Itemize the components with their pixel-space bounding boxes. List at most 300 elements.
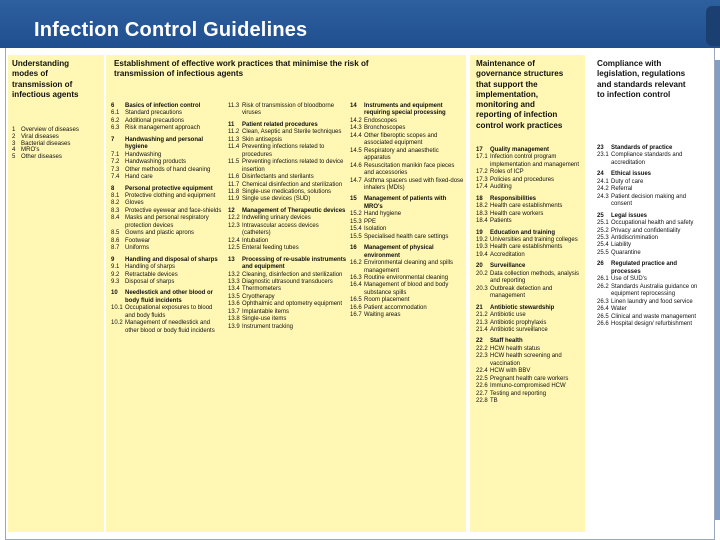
section-heading	[597, 261, 707, 276]
item-text: Handling of sharps	[125, 264, 176, 271]
item-text: Duty of care	[611, 178, 644, 185]
heading-line: reporting of infection	[476, 110, 558, 120]
item-number: 9.1	[111, 264, 120, 271]
list-item	[111, 110, 223, 117]
item-number: 20	[476, 263, 483, 270]
list-item	[476, 184, 584, 191]
item-number: 12.4	[228, 237, 240, 244]
item-text: Infection control program implementation and management	[490, 154, 580, 168]
item-text: Management of physical environment	[364, 245, 434, 259]
item-text: Legal issues	[611, 212, 648, 219]
item-text: Hand hygiene	[364, 211, 402, 218]
item-text: Ophthalmic and optometry equipment	[242, 301, 343, 308]
item-number: 25.1	[597, 220, 609, 227]
heading-line: transmission of infectious agents	[114, 69, 244, 79]
list-item	[111, 245, 223, 252]
item-number: 26.6	[597, 320, 609, 327]
item-number: 18	[476, 195, 483, 202]
item-text: Universities and training colleges	[490, 236, 578, 243]
list-item	[350, 178, 466, 193]
column-compliance	[587, 55, 707, 532]
list-item	[597, 220, 707, 227]
section-heading	[111, 290, 223, 305]
item-number: 3	[12, 139, 16, 147]
heading-line: governance structures	[476, 69, 564, 79]
column-heading	[114, 59, 454, 80]
list-item	[111, 305, 223, 320]
list-item	[350, 226, 466, 233]
section-heading	[476, 263, 584, 270]
item-text: Thermometers	[242, 286, 282, 293]
item-number: 16.4	[350, 282, 362, 289]
heading-line: Establishment of effective work practices that minimise the risk of	[114, 59, 369, 68]
list-item	[12, 154, 104, 161]
item-number: 6.2	[111, 117, 120, 124]
item-number: 13.8	[228, 316, 240, 323]
item-number: 21.3	[476, 319, 488, 326]
column-transmission	[8, 55, 104, 532]
section-heading	[350, 245, 466, 260]
item-number: 13.7	[228, 308, 240, 315]
item-number: 13.4	[228, 286, 240, 293]
item-number: 8.4	[111, 215, 120, 222]
item-number: 21	[476, 304, 483, 311]
item-number: 15.5	[350, 233, 362, 240]
item-text: Hospital design/ refurbishment	[611, 320, 693, 327]
item-text: Isolation	[364, 226, 387, 233]
section-heading	[111, 186, 223, 193]
item-text: Instruments and equipment requiring special processing	[364, 103, 446, 117]
item-number: 20.2	[476, 270, 488, 277]
item-text: Uniforms	[125, 245, 150, 252]
list-item	[228, 223, 348, 238]
heading-line: and standards relevant	[597, 79, 686, 89]
item-text: Data collection methods, analysis and reporting	[490, 270, 580, 285]
item-text: Ethical issues	[611, 171, 652, 178]
item-number: 11.3	[228, 103, 240, 109]
item-text: Occupational health and safety	[611, 220, 694, 227]
item-text: Auditing	[490, 184, 512, 191]
list-item	[111, 215, 223, 230]
item-text: Viral diseases	[21, 132, 59, 140]
item-number: 17	[476, 147, 483, 153]
item-number: 15	[350, 196, 357, 203]
section-heading	[350, 103, 466, 118]
item-number: 15.4	[350, 226, 362, 233]
item-text: Processing of re-usable instruments and equipment	[242, 256, 347, 271]
item-number: 14	[350, 103, 357, 109]
list-item	[476, 154, 584, 169]
heading-line: modes of	[12, 69, 48, 79]
list-item	[111, 167, 223, 174]
item-text: Other methods of hand cleaning	[125, 166, 211, 173]
item-number: 8.3	[111, 207, 120, 214]
item-text: Surveillance	[490, 263, 526, 270]
header-tab	[706, 6, 720, 46]
item-text: Regulated practice and processes	[611, 261, 678, 275]
item-text: Waiting areas	[364, 312, 401, 319]
list-item	[111, 230, 223, 237]
list-item	[111, 118, 223, 125]
item-text: Handwashing	[125, 151, 162, 158]
list-item	[476, 237, 584, 244]
item-text: Handwashing products	[125, 159, 187, 166]
item-text: Gowns and plastic aprons	[125, 230, 195, 237]
list-item	[111, 193, 223, 200]
item-number: 12.5	[228, 245, 240, 252]
list-item	[350, 282, 466, 297]
item-number: 10.1	[111, 305, 123, 312]
page-title: Infection Control Guidelines	[34, 19, 308, 41]
item-number: 8.1	[111, 192, 120, 199]
item-text: Instrument tracking	[242, 323, 294, 330]
item-text: Resuscitation manikin face pieces and accessories	[364, 162, 455, 177]
list-item	[228, 144, 348, 159]
list-item	[228, 182, 348, 189]
topic-list	[597, 145, 707, 328]
item-text: Patient related procedures	[242, 121, 318, 128]
list-item	[597, 194, 707, 209]
section-heading	[476, 305, 584, 312]
item-text: TB	[490, 398, 498, 405]
item-text: Additional precautions	[125, 117, 185, 124]
item-number: 2	[12, 132, 16, 140]
topic-list	[476, 147, 584, 406]
list-item	[111, 264, 223, 271]
column-heading	[476, 59, 584, 131]
list-item	[111, 320, 223, 335]
list-item	[597, 250, 707, 257]
item-text: Cleaning, disinfection and sterilization	[242, 271, 343, 278]
item-number: 11.7	[228, 181, 240, 188]
item-text: HCW health screening and vaccination	[490, 353, 562, 367]
item-text: Asthma spacers used with fixed-dose inhalers (MDIs)	[364, 177, 464, 191]
list-item	[111, 125, 223, 132]
item-text: PPE	[364, 218, 377, 225]
list-item	[111, 279, 223, 286]
item-number: 13.2	[228, 271, 240, 278]
item-number: 26	[597, 261, 604, 268]
item-text: Routine environmental cleaning	[364, 274, 449, 281]
item-text: Respiratory and anaesthetic apparatus	[364, 147, 439, 162]
item-text: Single-use items	[242, 316, 287, 323]
item-text: Use of SUD's	[611, 276, 647, 283]
list-item	[228, 103, 348, 118]
item-number: 11.8	[228, 188, 240, 195]
item-number: 11.3	[228, 136, 240, 143]
item-text: Clean, Aseptic and Sterile techniques	[242, 129, 342, 136]
item-text: Pregnant health care workers	[490, 375, 569, 382]
section-heading	[597, 171, 707, 178]
item-text: Environmental cleaning and spills management	[364, 260, 454, 274]
item-number: 16.6	[350, 304, 362, 311]
section-heading	[111, 137, 223, 152]
item-number: 14.3	[350, 125, 362, 132]
list-item	[476, 312, 584, 319]
item-number: 7.4	[111, 174, 120, 181]
list-item	[476, 211, 584, 218]
item-text: Footwear	[125, 237, 151, 244]
list-item	[476, 169, 584, 176]
item-number: 8.6	[111, 237, 120, 244]
item-text: Linen laundry and food service	[611, 298, 693, 305]
item-text: Intravascular access devices (catheters)	[242, 222, 319, 237]
list-item	[476, 383, 584, 390]
item-text: Enteral feeding tubes	[242, 245, 299, 252]
item-number: 11	[228, 121, 235, 128]
item-number: 18.3	[476, 210, 488, 217]
list-item	[111, 208, 223, 215]
item-text: Management of Therapeutic devices	[242, 207, 346, 214]
list-item	[597, 152, 707, 167]
item-number: 22.4	[476, 368, 488, 375]
item-text: Disinfectants and sterilants	[242, 174, 314, 181]
item-text: Handling and disposal of sharps	[125, 256, 218, 263]
list-item	[350, 305, 466, 312]
list-item	[350, 163, 466, 178]
item-number: 9	[111, 256, 115, 263]
item-text: Single use devices (SUD)	[242, 196, 311, 203]
item-number: 21.2	[476, 312, 488, 319]
item-text: Responsibilities	[490, 195, 537, 202]
section-heading	[476, 230, 584, 237]
heading-line: Compliance with	[597, 59, 662, 68]
list-item	[228, 215, 348, 222]
item-text: Chemical disinfection and sterilization	[242, 181, 343, 188]
item-number: 21.4	[476, 326, 488, 333]
item-number: 26.4	[597, 306, 609, 313]
list-item	[228, 301, 348, 308]
item-number: 1	[12, 126, 16, 133]
item-text: Skin antisepsis	[242, 136, 283, 143]
column-heading	[12, 59, 104, 100]
item-text: Masks and personal respiratory protection devices	[125, 215, 209, 229]
item-number: 12.2	[228, 215, 240, 222]
item-text: Patient decision making and consent	[611, 193, 687, 208]
item-text: Patient accommodation	[364, 304, 427, 311]
item-text: Overview of diseases	[21, 126, 79, 133]
list-item	[228, 159, 348, 174]
item-number: 6.1	[111, 110, 120, 117]
list-item	[476, 252, 584, 259]
list-item	[350, 275, 466, 282]
item-text: Antidiscrimination	[611, 234, 659, 241]
item-number: 10	[111, 290, 118, 297]
item-text: Bacterial diseases	[21, 139, 71, 147]
item-text: Clinical and waste management	[611, 313, 697, 320]
item-number: 16.7	[350, 312, 362, 319]
item-text: Antibiotic surveillance	[490, 326, 548, 333]
list-item	[476, 203, 584, 210]
item-number: 25	[597, 212, 604, 219]
item-number: 13.6	[228, 301, 240, 308]
list-item	[350, 133, 466, 148]
item-number: 5	[12, 153, 16, 161]
item-number: 14.6	[350, 162, 362, 169]
item-number: 11.9	[228, 196, 240, 203]
item-number: 17.3	[476, 176, 488, 183]
column-governance	[470, 55, 585, 532]
heading-line: transmission of	[12, 79, 73, 89]
item-text: Management of patients with MRO's	[364, 196, 447, 210]
list-item	[597, 299, 707, 306]
item-number: 13.5	[228, 293, 240, 300]
list-item	[350, 211, 466, 218]
item-text: Privacy and confidentiality	[611, 227, 681, 234]
item-text: Antibiotic prophylaxis	[490, 319, 547, 326]
item-number: 22.6	[476, 383, 488, 390]
item-text: Protective clothing and equipment	[125, 192, 216, 199]
item-number: 24.3	[597, 193, 609, 200]
item-number: 24	[597, 171, 604, 178]
list-item	[228, 189, 348, 196]
section-heading	[228, 257, 348, 272]
item-number: 24.2	[597, 186, 609, 193]
item-number: 23.1	[597, 152, 609, 159]
item-number: 16.2	[350, 260, 362, 267]
item-number: 22.3	[476, 353, 488, 360]
list-item	[111, 238, 223, 245]
item-text: Management of blood and body substance spills	[364, 282, 449, 296]
list-item	[476, 376, 584, 383]
item-text: Standards of practice	[611, 145, 673, 151]
list-item	[597, 284, 707, 299]
item-number: 16.5	[350, 297, 362, 304]
item-number: 26.5	[597, 313, 609, 320]
item-text: Protective eyewear and face-shields	[125, 207, 222, 214]
item-text: Water	[611, 306, 627, 313]
item-number: 7.3	[111, 166, 120, 173]
item-text: Disposal of sharps	[125, 278, 175, 285]
heading-line: implementation,	[476, 89, 539, 99]
item-number: 19.4	[476, 251, 488, 258]
item-text: Cryotherapy	[242, 293, 275, 300]
item-number: 4	[12, 146, 16, 154]
heading-line: to infection control	[597, 89, 671, 99]
list-item	[228, 279, 348, 286]
list-item	[476, 327, 584, 334]
section-heading	[111, 257, 223, 264]
list-item	[597, 242, 707, 249]
item-number: 10.2	[111, 320, 123, 327]
list-item	[228, 294, 348, 301]
list-item	[597, 235, 707, 242]
item-number: 13.3	[228, 278, 240, 285]
list-item	[597, 228, 707, 235]
item-number: 18.4	[476, 218, 488, 225]
item-number: 8	[111, 185, 115, 192]
item-text: Antibiotic use	[490, 312, 526, 319]
item-number: 6.3	[111, 125, 120, 132]
list-item	[111, 200, 223, 207]
list-item	[597, 314, 707, 321]
heading-line: Maintenance of	[476, 59, 535, 68]
item-text: Room placement	[364, 297, 410, 304]
item-number: 11.4	[228, 144, 240, 151]
heading-line: infectious agents	[12, 89, 79, 99]
item-text: Other diseases	[21, 153, 62, 161]
list-item	[350, 260, 466, 275]
item-text: Health care workers	[490, 210, 544, 217]
list-item	[228, 174, 348, 181]
list-item	[350, 125, 466, 132]
item-text: Compliance standards and accreditation	[611, 152, 683, 166]
header-banner	[0, 0, 720, 48]
item-text: Gloves	[125, 200, 144, 207]
item-text: Quarantine	[611, 249, 641, 256]
item-text: Liability	[611, 242, 632, 249]
item-text: Hand care	[125, 174, 153, 181]
item-number: 13.9	[228, 323, 240, 330]
item-text: Health care establishments	[490, 203, 563, 210]
list-item	[350, 219, 466, 226]
item-number: 26.1	[597, 276, 609, 283]
item-number: 23	[597, 145, 604, 151]
heading-line: monitoring and	[476, 100, 535, 110]
section-heading	[350, 196, 466, 211]
section-heading	[597, 145, 707, 152]
item-number: 14.5	[350, 147, 362, 154]
item-number: 16.3	[350, 274, 362, 281]
item-number: 9.3	[111, 278, 120, 285]
list-item	[111, 152, 223, 159]
item-text: HCW with BBV	[490, 368, 531, 375]
item-number: 25.2	[597, 227, 609, 234]
item-text: Testing and reporting	[490, 390, 547, 397]
item-number: 11.6	[228, 174, 240, 181]
list-item	[597, 306, 707, 313]
item-text: MRO's	[21, 146, 40, 154]
list-item	[476, 398, 584, 405]
item-number: 26.3	[597, 298, 609, 305]
item-number: 15.2	[350, 211, 362, 218]
item-text: Patients	[490, 218, 512, 225]
item-number: 8.2	[111, 200, 120, 207]
list-item	[228, 324, 348, 331]
item-text: Needlestick and other blood or body fluid incidents	[125, 290, 214, 304]
item-number: 17.2	[476, 169, 488, 176]
list-item	[228, 196, 348, 203]
item-number: 7.2	[111, 159, 120, 166]
item-text: Education and training	[490, 229, 556, 236]
item-text: Intubation	[242, 237, 269, 244]
list-item	[228, 238, 348, 245]
item-text: Preventing infections related to device insertion	[242, 159, 344, 173]
item-number: 22.5	[476, 375, 488, 382]
item-number: 12	[228, 207, 235, 214]
list-item	[228, 245, 348, 252]
list-item	[350, 234, 466, 241]
list-item	[476, 391, 584, 398]
item-number: 17.4	[476, 184, 488, 191]
item-number: 19.3	[476, 244, 488, 251]
list-item	[476, 353, 584, 368]
heading-line: legislation, regulations	[597, 69, 686, 79]
item-number: 14.4	[350, 132, 362, 139]
list-item	[597, 186, 707, 193]
item-text: Accreditation	[490, 251, 525, 258]
item-number: 19	[476, 229, 483, 236]
item-text: Handwashing and personal hygiene	[125, 136, 204, 151]
list-item	[476, 346, 584, 353]
item-number: 25.4	[597, 242, 609, 249]
topic-list	[12, 127, 104, 161]
item-text: Health care establishments	[490, 244, 563, 251]
item-text: Preventing infections related to procedures	[242, 144, 325, 158]
item-number: 22.2	[476, 345, 488, 352]
item-text: Implantable items	[242, 308, 290, 315]
item-number: 20.3	[476, 285, 488, 292]
